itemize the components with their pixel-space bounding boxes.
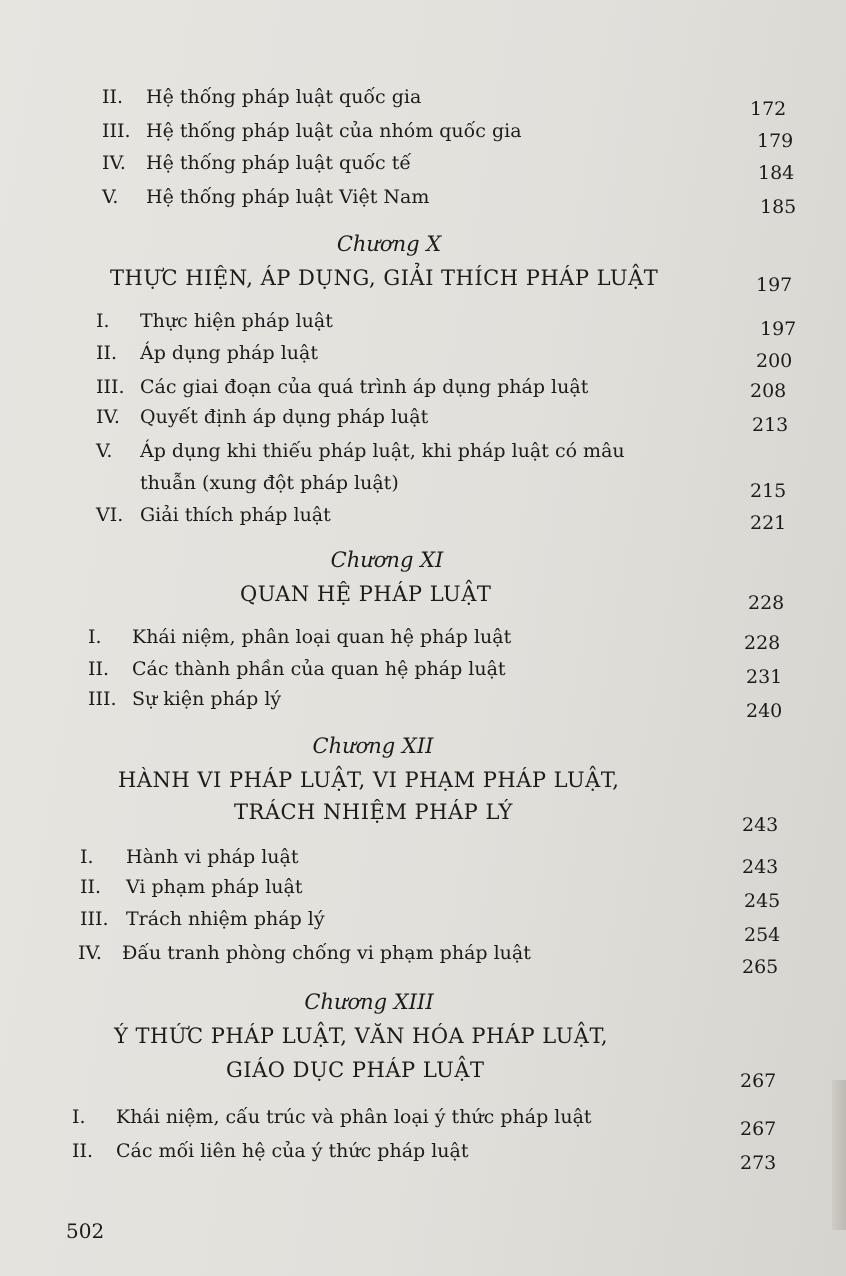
toc-page-number: 273 (740, 1152, 777, 1174)
chapter-page-number: 228 (748, 592, 785, 614)
toc-page-number: 172 (750, 98, 787, 120)
chapter-title: Ý THỨC PHÁP LUẬT, VĂN HÓA PHÁP LUẬT, (114, 1024, 609, 1048)
chapter-page-number: 243 (742, 814, 779, 836)
toc-page-number: 215 (750, 480, 787, 502)
toc-page-number: 184 (758, 162, 795, 184)
page-number: 502 (66, 1219, 105, 1243)
chapter-title: QUAN HỆ PHÁP LUẬT (240, 582, 492, 606)
toc-page-number: 213 (752, 414, 789, 436)
toc-page-number: 228 (744, 632, 781, 654)
toc-page-number: 267 (740, 1118, 777, 1140)
toc-page-number: 240 (746, 700, 783, 722)
toc-page-number: 245 (744, 890, 781, 912)
chapter-label: Chương XII (312, 734, 434, 758)
chapter-label: Chương XIII (304, 990, 434, 1014)
toc-page-number: 265 (742, 956, 779, 978)
chapter-page-number: 267 (740, 1070, 777, 1092)
toc-page-number: 231 (746, 666, 783, 688)
next-page-edge (832, 1080, 846, 1230)
chapter-title: HÀNH VI PHÁP LUẬT, VI PHẠM PHÁP LUẬT, (118, 768, 620, 792)
book-page: II. Hệ thống pháp luật quốc gia 172 III. Hệ thống pháp luật của nhóm quốc gia 179 IV. Hệ thống pháp luật quốc tế 184 V. Hệ thống pháp luật Việt Nam 185 Chương X THỰC HIỆN, ÁP DỤNG, GIẢI THÍCH PHÁP LUẬT 197 I. Thực hiện pháp luật 197 II. Áp dụng pháp luật 200 III. Các giai đoạn của quá trình áp dụng pháp luật 208 IV. Quyết định áp dụng pháp luật 213 V. Áp dụng khi thiếu pháp luật, khi pháp luật có mâu thuẫn (xung đột pháp luật) 215 VI. Giải thích pháp luật 221 Chương XI QUAN HỆ PHÁP LUẬT 228 I. Khái niệm, phân loại quan hệ pháp luật 228 II. Các thành phần của quan hệ pháp luật 231 III. Sự kiện pháp lý 240 Chương XII HÀNH VI PHÁP LUẬT, VI PHẠM PHÁP LUẬT, TRÁCH NHIỆM PHÁP LÝ 243 I. Hành vi pháp luật 243 II. Vi phạm pháp luật 245 III. Trách nhiệm pháp lý 254 IV. Đấu tranh phòng chống vi phạm pháp luật 265 Chương XIII Ý THỨC PHÁP LUẬT, VĂN HÓA PHÁP LUẬT, GIÁO DỤC PHÁP LUẬT 267 I. Khái niệm, cấu trúc và phân loại ý thức pháp luật 267 II. Các mối liên hệ của ý thức pháp luật 273 502 (0, 0, 846, 1276)
toc-page-number: 200 (756, 350, 793, 372)
toc-page-number: 208 (750, 380, 787, 402)
toc-page-number: 221 (750, 512, 787, 534)
toc-page-number: 254 (744, 924, 781, 946)
chapter-label: Chương X (336, 232, 442, 256)
toc-page-number: 179 (757, 130, 794, 152)
chapter-label: Chương XI (330, 548, 444, 572)
toc-page-number: 243 (742, 856, 779, 878)
chapter-title: GIÁO DỤC PHÁP LUẬT (226, 1058, 485, 1082)
chapter-page-number: 197 (756, 274, 793, 296)
chapter-title: THỰC HIỆN, ÁP DỤNG, GIẢI THÍCH PHÁP LUẬT (110, 266, 659, 290)
chapter-title: TRÁCH NHIỆM PHÁP LÝ (234, 800, 513, 824)
toc-page-number: 185 (760, 196, 797, 218)
toc-page-number: 197 (760, 318, 797, 340)
